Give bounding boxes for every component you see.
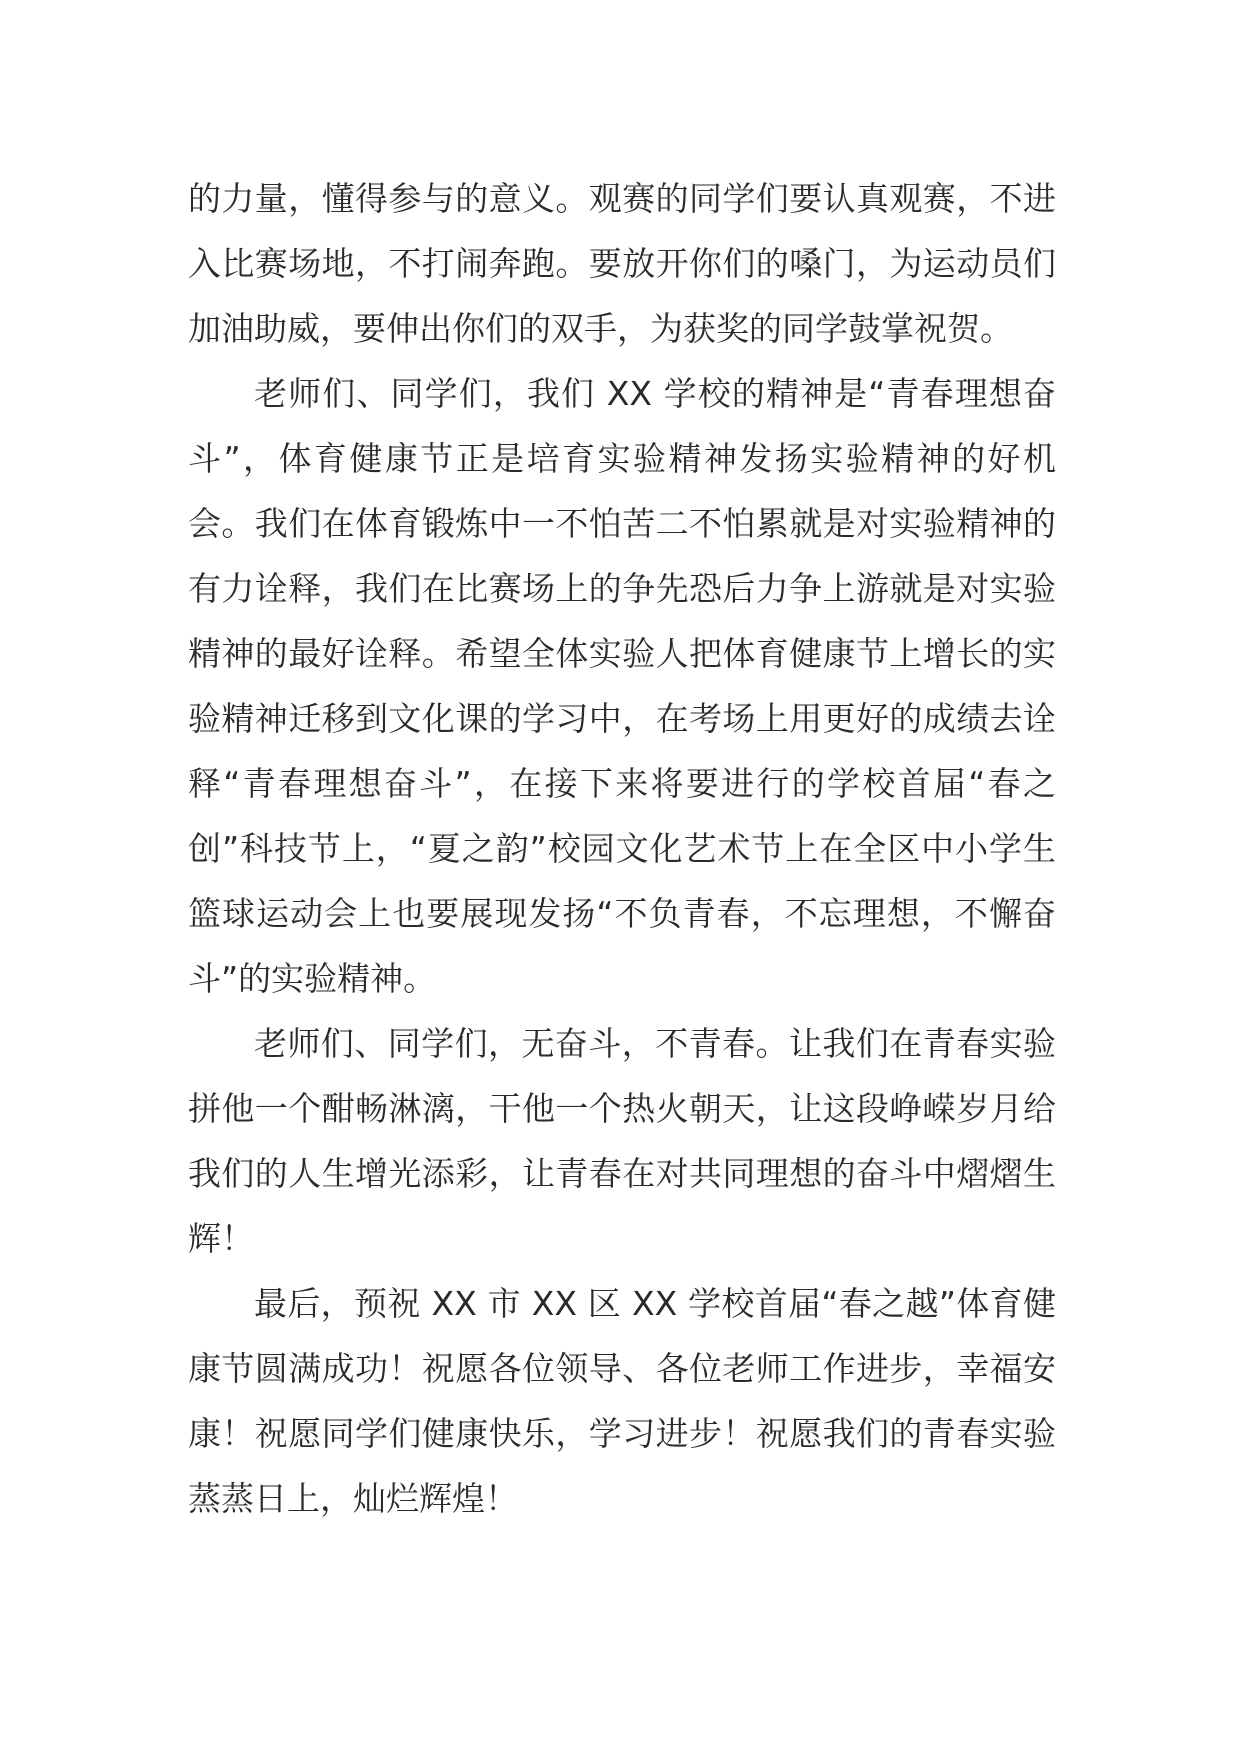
paragraph-3: 老师们、同学们，无奋斗，不青春。让我们在青春实验拼他一个酣畅淋漓，干他一个热火朝天，让这段峥嵘岁月给我们的人生增光添彩，让青春在对共同理想的奋斗中熠熠生辉！ bbox=[188, 1024, 1056, 1258]
document-body bbox=[188, 166, 1056, 1531]
paragraph-4: 最后，预祝 XX 市 XX 区 XX 学校首届“春之越”体育健康节圆满成功！祝愿各位领导、各位老师工作进步，幸福安康！祝愿同学们健康快乐，学习进步！祝愿我们的青春实验蒸蒸日上，灿烂辉煌！ bbox=[188, 1284, 1056, 1518]
paragraph-2: 老师们、同学们，我们 XX 学校的精神是“青春理想奋斗”，体育健康节正是培育实验精神发扬实验精神的好机会。我们在体育锻炼中一不怕苦二不怕累就是对实验精神的有力诠释，我们在比赛场上的争先恐后力争上游就是对实验精神的最好诠释。希望全体实验人把体育健康节上增长的实验精神迁移到文化课的学习中，在考场上用更好的成绩去诠释“青春理想奋斗”，在接下来将要进行的学校首届“春之创”科技节上，“夏之韵”校园文化艺术节上在全区中小学生篮球运动会上也要展现发扬“不负青春，不忘理想，不懈奋斗”的实验精神。 bbox=[188, 374, 1056, 998]
paragraph-1: 的力量，懂得参与的意义。观赛的同学们要认真观赛，不进入比赛场地，不打闹奔跑。要放开你们的嗓门，为运动员们加油助威，要伸出你们的双手，为获奖的同学鼓掌祝贺。 bbox=[188, 179, 1056, 348]
